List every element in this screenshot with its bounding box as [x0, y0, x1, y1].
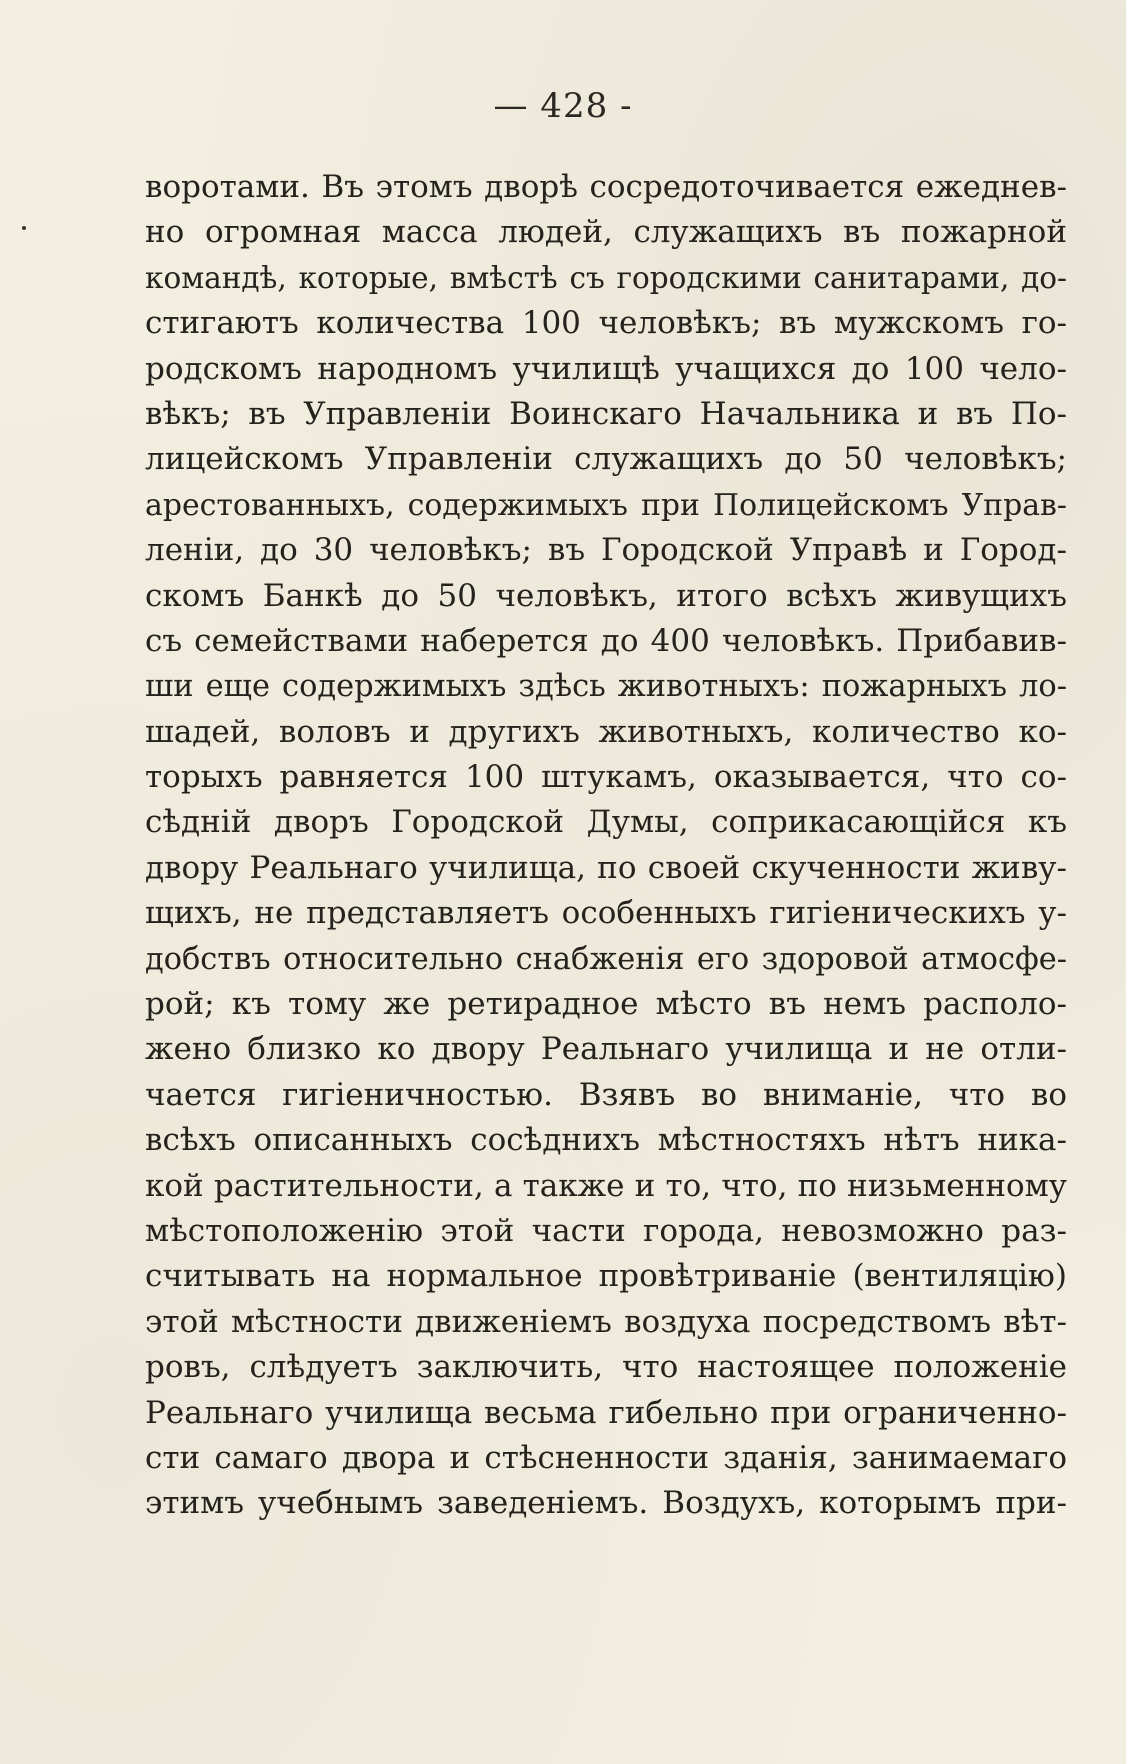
text-line: ровъ, слѣдуетъ заключить, что настоящее положеніе: [145, 1349, 1067, 1386]
text-line: чается гигіеничностью. Взявъ во вниманіе, что во: [145, 1076, 1067, 1113]
text-line: двору Реальнаго училища, по своей скученности живу-: [145, 849, 1067, 886]
text-line: добствъ относительно снабженія его здоровой атмосфе-: [145, 941, 1067, 977]
text-line: щихъ, не представляетъ особенныхъ гигіеническихъ у-: [145, 895, 1067, 932]
text-line: жено близко ко двору Реальнаго училища и не отли-: [145, 1031, 1067, 1068]
text-line: воротами. Въ этомъ дворѣ сосредоточивается ежеднев-: [145, 169, 1067, 205]
page-number: — 428 -: [493, 86, 633, 126]
text-line: скомъ Банкѣ до 50 человѣкъ, итого всѣхъ живущихъ: [145, 577, 1067, 614]
text-line: этой мѣстности движеніемъ воздуха посредствомъ вѣт-: [145, 1303, 1067, 1340]
text-line: леніи, до 30 человѣкъ; въ Городской Управѣ и Город-: [145, 532, 1067, 569]
text-line: кой растительности, а также и то, что, по низьменному: [145, 1167, 1067, 1204]
text-line: сѣдній дворъ Городской Думы, соприкасающійся къ: [145, 804, 1067, 841]
text-line: сти самаго двора и стѣсненности зданія, занимаемаго: [145, 1439, 1067, 1476]
text-line: но огромная масса людей, служащихъ въ пожарной: [145, 214, 1067, 251]
text-line: съ семействами наберется до 400 человѣкъ. Прибавив-: [145, 622, 1067, 659]
text-line: стигаютъ количества 100 человѣкъ; въ мужскомъ го-: [145, 305, 1067, 342]
text-line: лицейскомъ Управленіи служащихъ до 50 человѣкъ;: [145, 441, 1067, 478]
ink-speck: [22, 226, 26, 230]
text-line: арестованныхъ, содержимыхъ при Полицейскомъ Управ-: [145, 487, 1067, 523]
text-line: шадей, воловъ и другихъ животныхъ, количество ко-: [145, 713, 1067, 750]
text-line: считывать на нормальное провѣтриваніе (вентиляцію): [145, 1258, 1067, 1295]
text-line: этимъ учебнымъ заведеніемъ. Воздухъ, которымъ при-: [145, 1485, 1067, 1522]
text-line: всѣхъ описанныхъ сосѣднихъ мѣстностяхъ нѣтъ ника-: [145, 1122, 1067, 1159]
text-line: рой; къ тому же ретирадное мѣсто въ немъ располо-: [145, 986, 1067, 1023]
text-line: вѣкъ; въ Управленіи Воинскаго Начальника и въ По-: [145, 395, 1067, 432]
text-line: командѣ, которые, вмѣстѣ съ городскими санитарами, до-: [145, 260, 1067, 295]
text-line: ши еще содержимыхъ здѣсь животныхъ: пожарныхъ ло-: [145, 669, 1067, 705]
body-text: [145, 165, 1067, 1527]
text-line: мѣстоположенію этой части города, невозможно раз-: [145, 1212, 1067, 1249]
text-line: родскомъ народномъ училищѣ учащихся до 100 чело-: [145, 350, 1067, 387]
text-line: торыхъ равняется 100 штукамъ, оказывается, что со-: [145, 759, 1067, 796]
text-line: Реальнаго училища весьма гибельно при ограниченно-: [145, 1394, 1067, 1431]
